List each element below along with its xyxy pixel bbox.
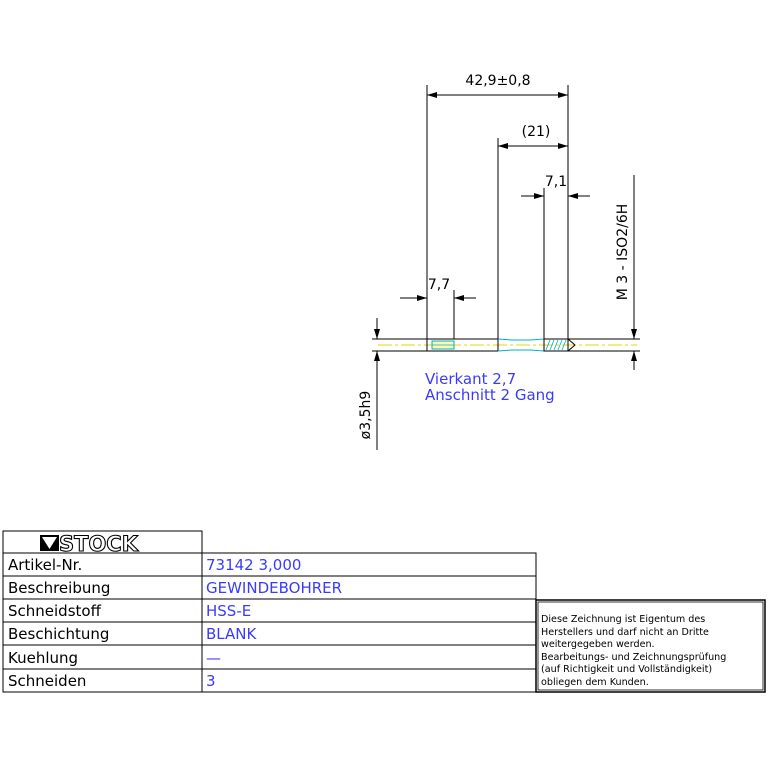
disclaimer-box	[536, 600, 765, 692]
dim-shank-diameter	[358, 318, 427, 450]
row-value: —	[206, 649, 221, 667]
dim-chamfer-length	[521, 174, 590, 339]
disclaimer-line: Diese Zeichnung ist Eigentum des	[541, 614, 706, 625]
tap-body	[378, 339, 637, 351]
row-label: Schneidstoff	[8, 602, 101, 620]
overall-length-label: 42,9±0,8	[465, 73, 531, 89]
disclaimer-line: Herstellers und darf nicht an Dritte	[541, 627, 709, 638]
row-value: 3	[206, 672, 216, 690]
thread-spec-label: M 3 - ISO2/6H	[615, 203, 631, 301]
row-label: Artikel-Nr.	[8, 556, 83, 574]
row-label: Beschichtung	[8, 625, 110, 643]
disclaimer-line: obliegen dem Kunden.	[541, 677, 649, 688]
dim-thread-length	[498, 124, 568, 339]
logo-text: STOCK	[59, 532, 138, 556]
row-value: BLANK	[206, 625, 257, 643]
row-label: Kuehlung	[8, 649, 79, 667]
dim-thread-spec	[568, 175, 640, 370]
chamfer-length-label: 7,1	[544, 174, 568, 190]
title-block	[3, 531, 765, 692]
stock-logo	[40, 532, 139, 556]
disclaimer-line: (auf Richtigkeit und Vollständigkeit)	[541, 664, 713, 675]
square-length-label: 7,7	[427, 277, 451, 293]
row-label: Beschreibung	[8, 579, 111, 597]
row-value: GEWINDEBOHRER	[206, 579, 343, 597]
property-table	[3, 553, 536, 692]
row-value: 73142 3,000	[206, 556, 302, 574]
dim-square-length	[400, 277, 476, 339]
row-label: Schneiden	[8, 672, 87, 690]
note-chamfer: Anschnitt 2 Gang	[425, 386, 555, 404]
thread-length-label: (21)	[521, 124, 551, 140]
disclaimer-line: Bearbeitungs- und Zeichnungsprüfung	[541, 652, 727, 663]
disclaimer-line: weitergegeben werden.	[541, 639, 655, 650]
shank-diameter-label: ø3,5h9	[358, 390, 374, 440]
row-value: HSS-E	[206, 602, 252, 620]
note-square: Vierkant 2,7	[425, 370, 517, 388]
